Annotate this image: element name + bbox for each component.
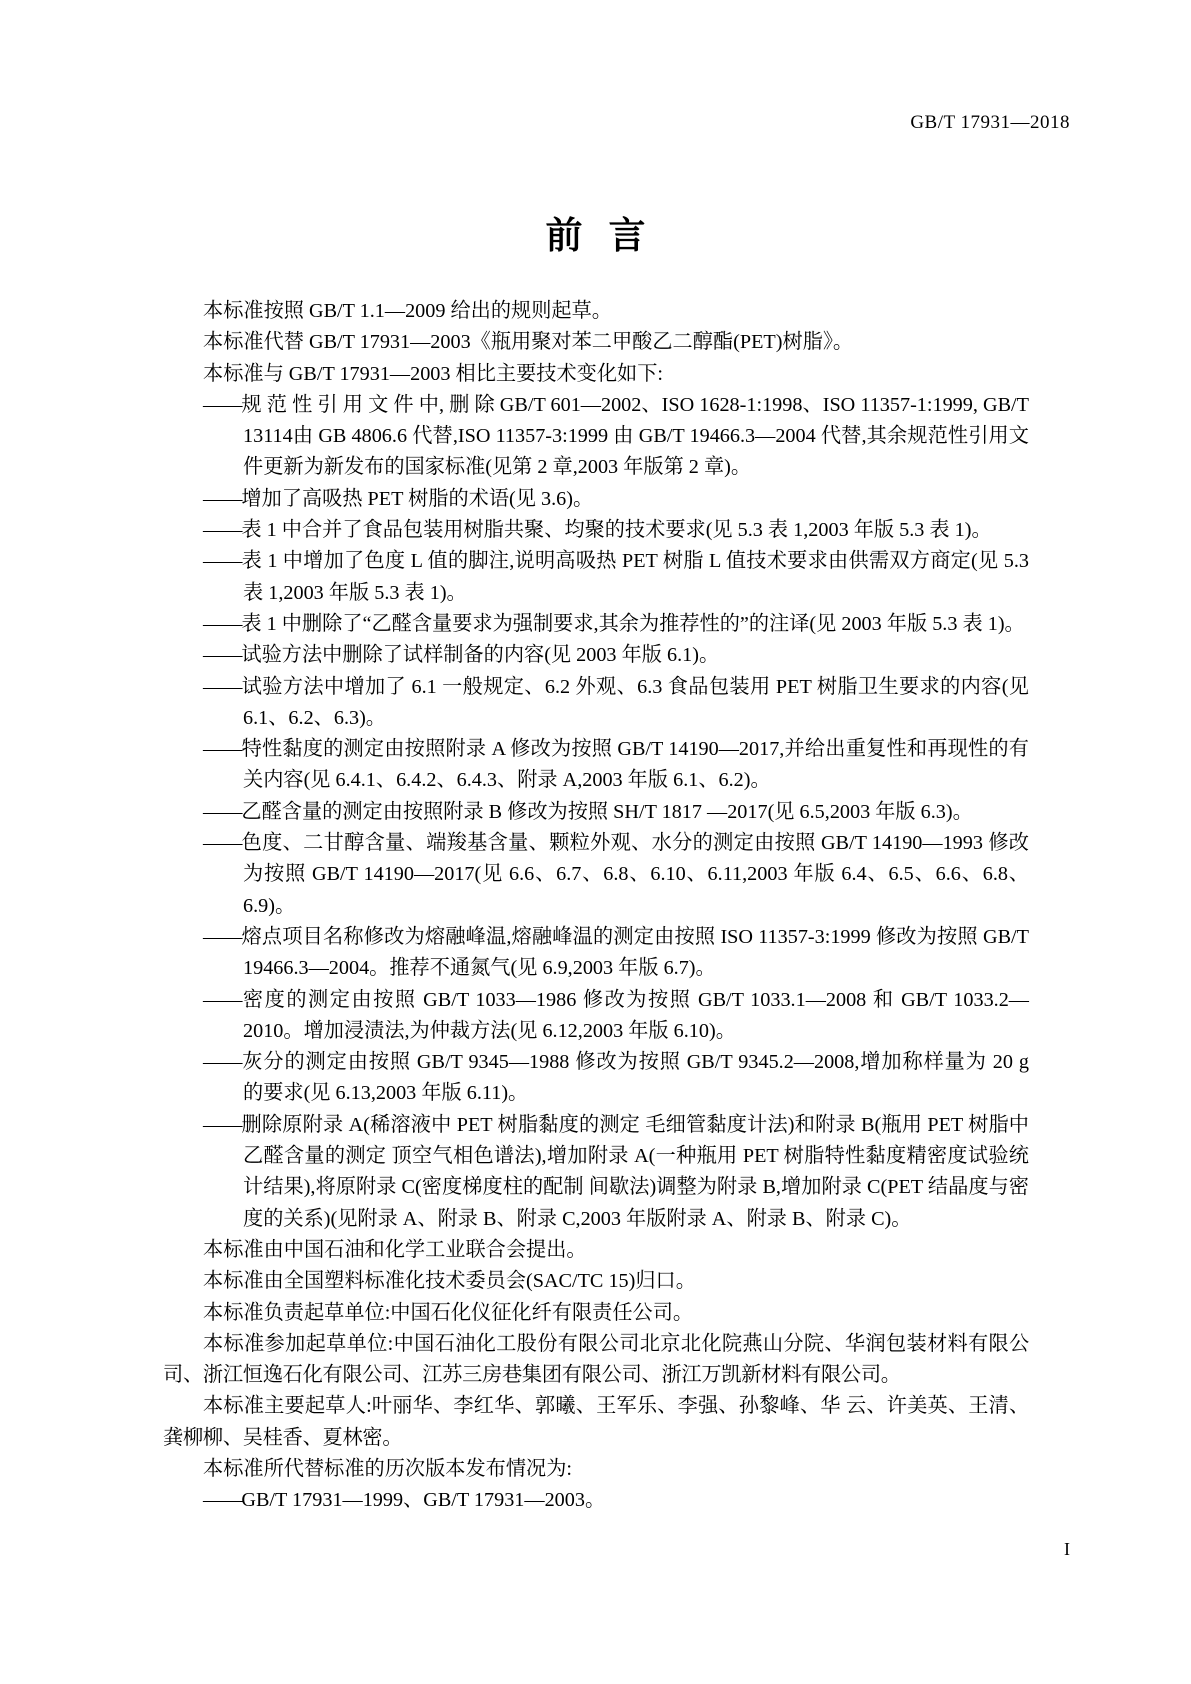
foreword-paragraph: 本标准按照 GB/T 1.1—2009 给出的规则起草。 xyxy=(203,300,612,322)
change-list-item-text: 乙醛含量的测定由按照附录 B 修改为按照 SH/T 1817 —2017(见 6.5,2003 年版 6.3)。 xyxy=(241,800,973,823)
change-list-item-text: 密度的测定由按照 GB/T 1033—1986 修改为按照 GB/T 1033.1—2008 和 GB/T 1033.2—2010。增加浸渍法,为仲裁方法(见 6.12,2003 年版 6.10)。 xyxy=(241,988,1029,1042)
em-dash-marker: —— xyxy=(203,644,242,667)
change-list-item xyxy=(163,1110,1029,1235)
change-list-item-text: 表 1 中增加了色度 L 值的脚注,说明高吸热 PET 树脂 L 值技术要求由供需双方商定(见 5.3 表 1,2003 年版 5.3 表 1)。 xyxy=(241,550,1029,604)
em-dash-marker: —— xyxy=(203,832,242,855)
em-dash-marker: —— xyxy=(203,550,242,573)
change-list-item xyxy=(163,797,1029,828)
change-list-item xyxy=(163,734,1029,797)
change-list-item xyxy=(163,640,1029,671)
foreword-paragraph: 本标准所代替标准的历次版本发布情况为: xyxy=(203,1457,572,1480)
em-dash-marker: —— xyxy=(203,1489,242,1512)
foreword-paragraph: 本标准由中国石油和化学工业联合会提出。 xyxy=(203,1238,587,1261)
em-dash-marker: —— xyxy=(203,519,242,542)
foreword-paragraph: 本标准负责起草单位:中国石化仪征化纤有限责任公司。 xyxy=(203,1301,694,1324)
change-list-item-text: 规 范 性 引 用 文 件 中, 删 除 GB/T 601—2002、ISO 1628-1:1998、ISO 11357-1:1999, GB/T 13114由 GB 4806.6 代替,ISO 11357-3:1999 由 GB/T 19466.3—2004 代替,其余规范性引用文件更新为新发布的国家标准(见第 2 章,2003 年版第 2 章)。 xyxy=(241,393,1029,479)
em-dash-marker: —— xyxy=(203,800,242,823)
em-dash-marker: —— xyxy=(203,738,242,761)
change-list-item-text: 色度、二甘醇含量、端羧基含量、颗粒外观、水分的测定由按照 GB/T 14190—1993 修改为按照 GB/T 14190—2017(见 6.6、6.7、6.8、6.10、6.11,2003 年版 6.4、6.5、6.6、6.8、6.9)。 xyxy=(241,832,1029,917)
foreword-paragraph: 本标准主要起草人:叶丽华、李红华、郭曦、王军乐、李强、孙黎峰、华 云、许美英、王清、龚柳柳、吴桂香、夏林密。 xyxy=(163,1395,1029,1449)
page-number: I xyxy=(1064,1539,1070,1559)
history-list-item xyxy=(163,1485,1029,1516)
em-dash-marker: —— xyxy=(203,675,242,698)
change-list-item-text: 熔点项目名称修改为熔融峰温,熔融峰温的测定由按照 ISO 11357-3:1999 修改为按照 GB/T 19466.3—2004。推荐不通氮气(见 6.9,2003 年版 6.7)。 xyxy=(241,925,1029,980)
change-list-item xyxy=(163,609,1029,640)
foreword-paragraph: 本标准代替 GB/T 17931—2003《瓶用聚对苯二甲酸乙二醇酯(PET)树脂》。 xyxy=(203,331,854,354)
change-list-item-text: 增加了高吸热 PET 树脂的术语(见 3.6)。 xyxy=(241,487,594,510)
foreword-paragraph: 本标准由全国塑料标准化技术委员会(SAC/TC 15)归口。 xyxy=(203,1270,696,1293)
change-list-item xyxy=(163,515,1029,546)
foreword-body xyxy=(163,296,1029,1517)
change-list-item-text: 表 1 中删除了“乙醛含量要求为强制要求,其余为推荐性的”的注译(见 2003 年版 5.3 表 1)。 xyxy=(241,612,1025,635)
change-list-item-text: 删除原附录 A(稀溶液中 PET 树脂黏度的测定 毛细管黏度计法)和附录 B(瓶用 PET 树脂中乙醛含量的测定 顶空气相色谱法),增加附录 A(一种瓶用 PET 树脂特性黏度精密度试验统计结果),将原附录 C(密度梯度柱的配制 间歇法)调整为附录 B,增加附录 C(PET 结晶度与密度的关系)(见附录 A、附录 B、附录 C,2003 年版附录 A、附录 B、附录 C)。 xyxy=(241,1113,1029,1230)
change-list-item-text: 试验方法中删除了试样制备的内容(见 2003 年版 6.1)。 xyxy=(241,644,720,667)
em-dash-marker: —— xyxy=(203,925,242,948)
em-dash-marker: —— xyxy=(203,487,242,510)
change-list-item-text: 表 1 中合并了食品包装用树脂共聚、均聚的技术要求(见 5.3 表 1,2003 年版 5.3 表 1)。 xyxy=(241,519,992,542)
foreword-paragraph: 本标准参加起草单位:中国石油化工股份有限公司北京北化院燕山分院、华润包装材料有限公司、浙江恒逸石化有限公司、江苏三房巷集团有限公司、浙江万凯新材料有限公司。 xyxy=(163,1332,1029,1387)
change-list-item xyxy=(163,484,1029,515)
em-dash-marker: —— xyxy=(203,1113,242,1136)
history-list-item-text: GB/T 17931—1999、GB/T 17931—2003。 xyxy=(241,1489,606,1512)
change-list-item xyxy=(163,985,1029,1048)
change-list-item-text: 试验方法中增加了 6.1 一般规定、6.2 外观、6.3 食品包装用 PET 树脂卫生要求的内容(见 6.1、6.2、6.3)。 xyxy=(241,675,1029,729)
change-list-item-text: 灰分的测定由按照 GB/T 9345—1988 修改为按照 GB/T 9345.2—2008,增加称样量为 20 g 的要求(见 6.13,2003 年版 6.11)。 xyxy=(241,1051,1029,1105)
foreword-paragraph: 本标准与 GB/T 17931—2003 相比主要技术变化如下: xyxy=(203,362,664,385)
change-list-item xyxy=(163,672,1029,735)
change-list-item xyxy=(163,1047,1029,1110)
em-dash-marker: —— xyxy=(203,612,242,635)
em-dash-marker: —— xyxy=(203,393,242,416)
change-list-item xyxy=(163,390,1029,484)
running-header-standard-number: GB/T 17931—2018 xyxy=(910,112,1070,133)
change-list-item xyxy=(163,922,1029,985)
em-dash-marker: —— xyxy=(203,1051,242,1074)
em-dash-marker: —— xyxy=(203,988,242,1011)
change-list-item-text: 特性黏度的测定由按照附录 A 修改为按照 GB/T 14190—2017,并给出重复性和再现性的有关内容(见 6.4.1、6.4.2、6.4.3、附录 A,2003 年版 6.1、6.2)。 xyxy=(241,738,1029,792)
page-title: 前言 xyxy=(545,214,672,257)
change-list-item xyxy=(163,828,1029,922)
change-list-item xyxy=(163,546,1029,609)
